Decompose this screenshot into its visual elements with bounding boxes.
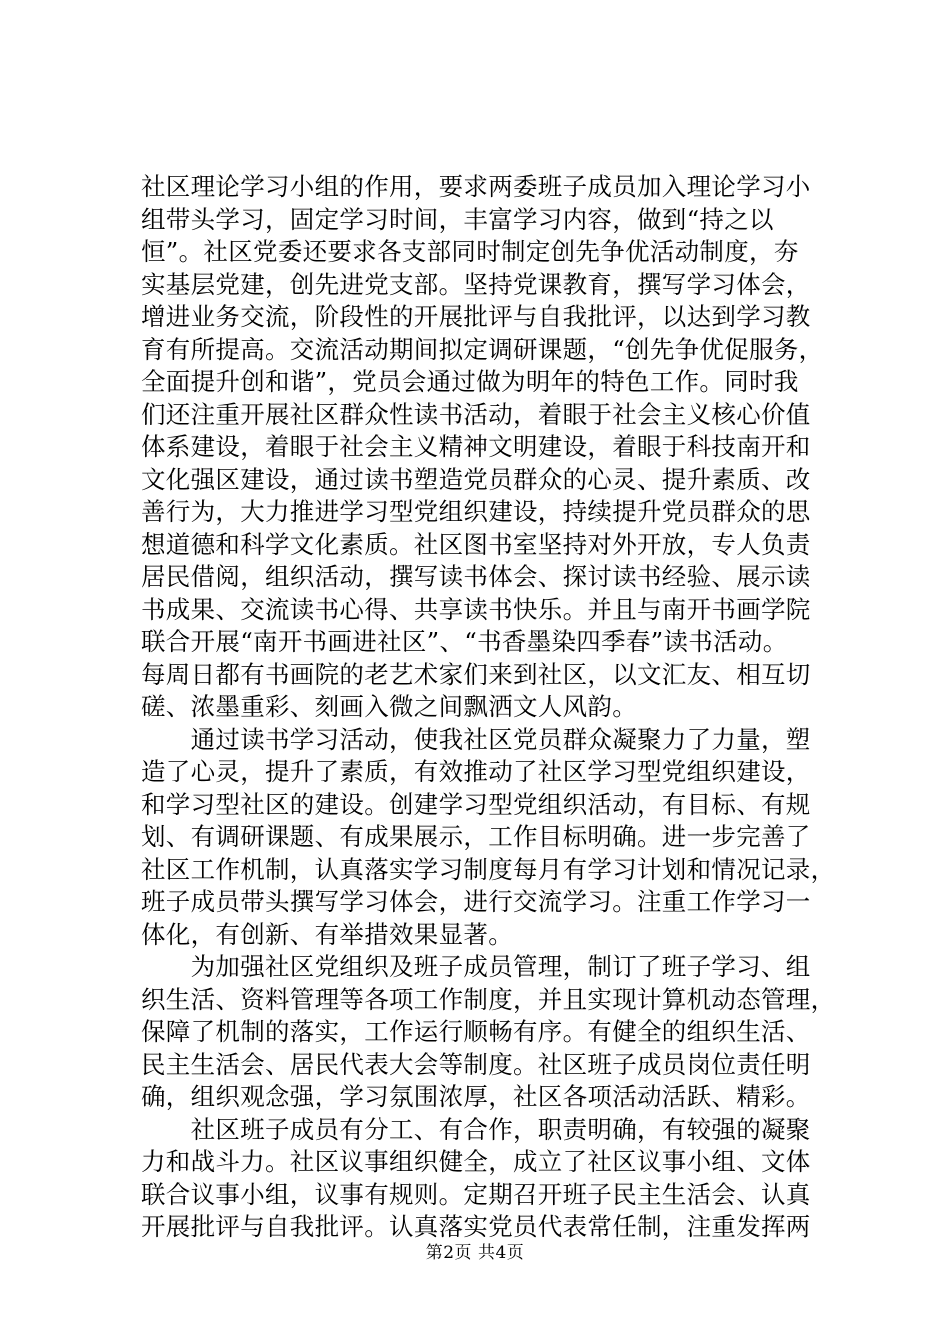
text-line: 联合议事小组，议事有规则。定期召开班子民主生活会、认真: [141, 1179, 811, 1209]
body-text: [141, 171, 841, 1244]
text-line: 开展批评与自我批评。认真落实党员代表常任制，注重发挥两: [141, 1212, 811, 1241]
text-line: 每周日都有书画院的老艺术家们来到社区，以文汇友、相互切: [141, 659, 811, 689]
text-line: 织生活、资料管理等各项工作制度，并且实现计算机动态管理，: [141, 984, 836, 1014]
text-line: 和学习型社区的建设。创建学习型党组织活动，有目标、有规: [141, 789, 811, 819]
text-line: 社区理论学习小组的作用，要求两委班子成员加入理论学习小: [141, 172, 811, 201]
text-line: 体系建设，着眼于社会主义精神文明建设，着眼于科技南开和: [141, 432, 811, 461]
page-footer: 第2页 共4页: [425, 1243, 525, 1263]
text-line: 增进业务交流，阶段性的开展批评与自我批评，以达到学习教: [141, 302, 811, 331]
text-line: 社区班子成员有分工、有合作，职责明确，有较强的凝聚: [141, 1114, 811, 1144]
text-line: 班子成员带头撰写学习体会，进行交流学习。注重工作学习一: [141, 887, 811, 916]
text-line: 想道德和科学文化素质。社区图书室坚持对外开放，专人负责: [141, 529, 811, 559]
text-line: 磋、浓墨重彩、刻画入微之间飘洒文人风韵。: [141, 692, 637, 721]
text-line: 体化，有创新、有举措效果显著。: [141, 919, 513, 949]
text-line: 划、有调研课题、有成果展示，工作目标明确。进一步完善了: [141, 822, 811, 851]
text-line: 们还注重开展社区群众性读书活动，着眼于社会主义核心价值: [141, 399, 811, 429]
text-line: 通过读书学习活动，使我社区党员群众凝聚力了力量，塑: [141, 724, 811, 754]
text-line: 保障了机制的落实，工作运行顺畅有序。有健全的组织生活、: [141, 1017, 811, 1046]
text-line: 力和战斗力。社区议事组织健全，成立了社区议事小组、文体: [141, 1147, 811, 1176]
text-line: 联合开展“南开书画进社区”、“书香墨染四季春”读书活动。: [141, 627, 788, 656]
text-line: 书成果、交流读书心得、共享读书快乐。并且与南开书画学院: [141, 594, 811, 624]
text-line: 文化强区建设，通过读书塑造党员群众的心灵、提升素质、改: [141, 464, 811, 494]
text-line: 组带头学习，固定学习时间，丰富学习内容，做到“持之以: [141, 204, 774, 234]
text-line: 实基层党建，创先进党支部。坚持党课教育，撰写学习体会，: [141, 269, 811, 299]
text-line: 育有所提高。交流活动期间拟定调研课题，“创先争优促服务，: [141, 334, 824, 364]
text-line: 为加强社区党组织及班子成员管理，制订了班子学习、组: [141, 952, 811, 981]
text-line: 社区工作机制，认真落实学习制度每月有学习计划和情况记录，: [141, 854, 836, 884]
text-line: 确，组织观念强，学习氛围浓厚，社区各项活动活跃、精彩。: [141, 1082, 811, 1111]
text-line: 全面提升创和谐”，党员会通过做为明年的特色工作。同时我: [141, 367, 799, 396]
text-line: 造了心灵，提升了素质，有效推动了社区学习型党组织建设，: [141, 757, 811, 786]
text-line: 居民借阅，组织活动，撰写读书体会、探讨读书经验、展示读: [141, 562, 811, 591]
text-line: 民主生活会、居民代表大会等制度。社区班子成员岗位责任明: [141, 1049, 811, 1079]
text-line: 恒”。社区党委还要求各支部同时制定创先争优活动制度，夯: [141, 237, 799, 266]
text-line: 善行为，大力推进学习型党组织建设，持续提升党员群众的思: [141, 497, 811, 526]
